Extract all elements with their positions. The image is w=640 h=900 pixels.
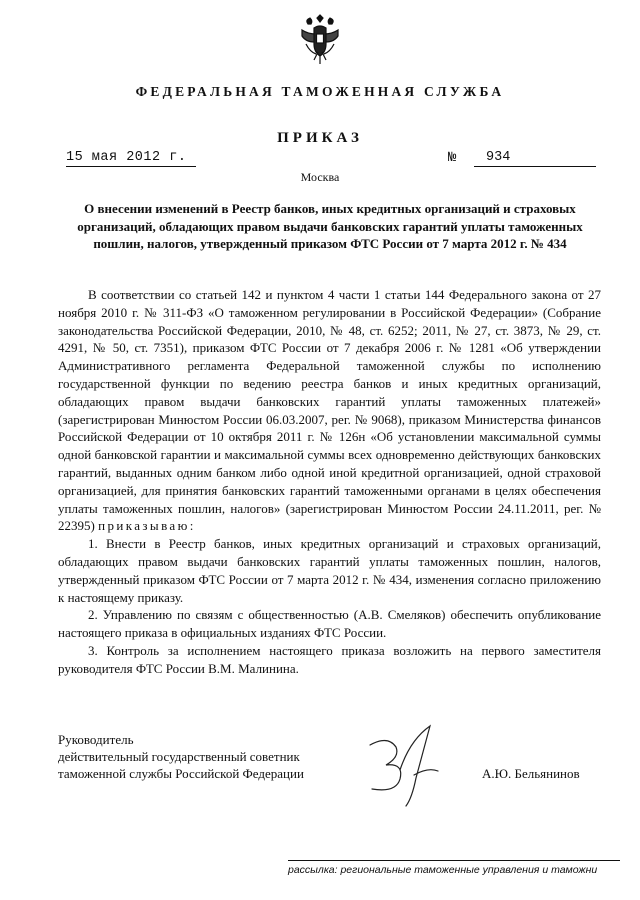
- order-number: 934: [474, 150, 596, 167]
- distribution-divider: [288, 860, 620, 861]
- document-heading: О внесении изменений в Реестр банков, иных кредитных организаций и страховых организаций, обладающих правом выдачи банковских гарантий уплаты таможенных пошлин, налогов, утвержденный приказом ФТС России от 7 марта 2012 г. № 434: [77, 201, 583, 251]
- item-1: 1. Внести в Реестр банков, иных кредитных организаций и страховых организаций, обладающих правом выдачи банковских гарантий уплаты таможенных пошлин, налогов, утвержденный приказом ФТС России от 7 марта 2012 г. № 434, изменения согласно приложению к настоящему приказу.: [58, 536, 601, 605]
- city: Москва: [300, 170, 340, 184]
- agency-name: ФЕДЕРАЛЬНАЯ ТАМОЖЕННАЯ СЛУЖБА: [135, 84, 505, 99]
- handwritten-signature: [330, 715, 470, 815]
- order-word: приказываю:: [98, 518, 196, 534]
- signatory-title-line-1: Руководитель: [58, 732, 134, 747]
- signatory-title: [58, 731, 304, 782]
- preamble-paragraph: [58, 286, 601, 535]
- distribution-list: рассылка: региональные таможенные управления и таможни: [288, 864, 598, 876]
- preamble-text: В соответствии со статьей 142 и пунктом 4 части 1 статьи 144 Федерального закона от 27 ноября 2010 г. № 311-ФЗ «О таможенном регулировании в Российской Федерации» (Собрание законодательства Российской Федерации, 2010, № 48, ст. 6252; 2011, № 27, ст. 3873, № 29, ст. 4291, № 50, ст. 7351), приказом ФТС России от 7 декабря 2006 г. № 1281 «Об утверждении Административного регламента Федеральной таможенной службы по исполнению государственной функции по ведению реестра банков и иных кредитных организаций, обладающих правом выдачи банковских гарантий уплаты таможенных платежей» (зарегистрирован Минюстом России 06.03.2007, рег. № 9068), приказом Министерства финансов Российской Федерации от 10 октября 2011 г. № 126н «Об установлении максимальной суммы одной банковской гарантии и максимальной суммы всех одновременно действующих банковских гарантий, выданных одним банком либо одной иной кредитной организацией, одной страховой организацией, для принятия банковских гарантий таможенными органами в целях обеспечения уплаты таможенных пошлин, налогов» (зарегистрирован Минюстом России 24.11.2011, рег. № 22395): [58, 287, 601, 534]
- coat-of-arms-icon: [298, 14, 342, 68]
- document-type: ПРИКАЗ: [277, 130, 363, 146]
- signatory-title-line-2: действительный государственный советник: [58, 749, 300, 764]
- signatory-title-line-3: таможенной службы Российской Федерации: [58, 766, 304, 781]
- order-number-label: №: [448, 150, 457, 166]
- order-date: 15 мая 2012 г.: [66, 150, 196, 167]
- item-3: 3. Контроль за исполнением настоящего приказа возложить на первого заместителя руководителя ФТС России В.М. Малинина.: [58, 642, 601, 676]
- signatory-name: А.Ю. Бельянинов: [482, 766, 580, 781]
- document-body: [58, 286, 601, 678]
- item-2: 2. Управлению по связям с общественностью (А.В. Смеляков) обеспечить опубликование настоящего приказа в официальных изданиях ФТС России.: [58, 607, 601, 641]
